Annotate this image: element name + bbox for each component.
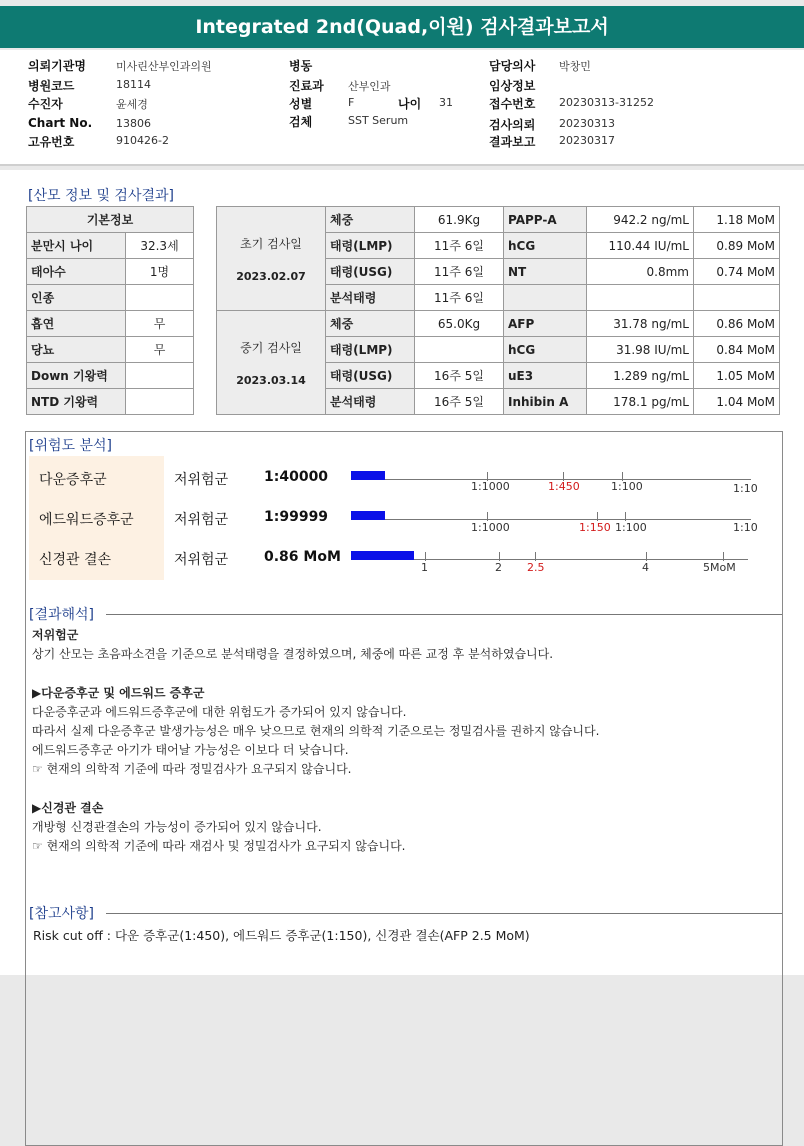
- interp-subtitle: 저위험군: [32, 628, 79, 642]
- risk-bar-edwards: [351, 511, 385, 520]
- request-value: 20230313: [559, 117, 615, 130]
- item-value: 16주 5일: [415, 389, 504, 415]
- patient-label: 수진자: [28, 97, 63, 111]
- marker-name: hCG: [504, 233, 587, 259]
- interp-line: ☞ 현재의 의학적 기준에 따라 정밀검사가 요구되지 않습니다.: [32, 762, 352, 776]
- interp-line: 다운증후군과 에드워드증후군에 대한 위험도가 증가되어 있지 않습니다.: [32, 705, 407, 719]
- institution-value: 미사린산부인과의원: [116, 60, 212, 73]
- tick-label: 1: [421, 561, 428, 574]
- divider: [106, 614, 782, 615]
- marker-value: 31.98 IU/mL: [587, 337, 694, 363]
- basic-key: NTD 기왕력: [27, 389, 126, 415]
- tick-label: 1:10: [733, 482, 758, 495]
- request-label: 검사의뢰: [489, 118, 536, 132]
- id-label: 고유번호: [28, 135, 75, 149]
- risk-group-edwards: 저위험군: [174, 512, 229, 528]
- scale-tick: [597, 512, 598, 521]
- tick-label-cutoff: 1:450: [548, 480, 580, 493]
- basic-info-title: 기본정보: [27, 207, 194, 233]
- item-key: 태령(LMP): [326, 233, 415, 259]
- item-key: 태령(LMP): [326, 337, 415, 363]
- marker-name: [504, 285, 587, 311]
- accession-value: 20230313-31252: [559, 96, 654, 109]
- report-body: [0, 170, 804, 975]
- scale-tick: [723, 552, 724, 561]
- table-row: [27, 259, 194, 285]
- basic-info-table: [26, 206, 194, 415]
- marker-mom: 1.18 MoM: [694, 207, 780, 233]
- item-key: 태령(USG): [326, 363, 415, 389]
- item-key: 체중: [326, 311, 415, 337]
- tick-label: 2: [495, 561, 502, 574]
- first-visit-date: 2023.02.07: [236, 269, 306, 283]
- risk-group-down: 저위험군: [174, 472, 229, 488]
- risk-value-edwards: 1:99999: [264, 509, 329, 525]
- chart-value: 13806: [116, 117, 151, 130]
- basic-value: 1명: [126, 259, 194, 285]
- tick-label: 1:10: [733, 521, 758, 534]
- table-row: [27, 311, 194, 337]
- risk-name-ntd: 신경관 결손: [39, 552, 112, 568]
- marker-value: 178.1 pg/mL: [587, 389, 694, 415]
- marker-name: NT: [504, 259, 587, 285]
- interp-heading-down-edwards: ▶다운증후군 및 에드워드 증후군: [32, 686, 205, 700]
- item-value: 65.0Kg: [415, 311, 504, 337]
- first-visit-cell: [217, 207, 326, 311]
- marker-mom: 0.84 MoM: [694, 337, 780, 363]
- patient-header: [0, 50, 804, 166]
- age-label: 나이: [398, 97, 422, 111]
- risk-bar-ntd: [351, 551, 414, 560]
- marker-mom: [694, 285, 780, 311]
- item-value: 61.9Kg: [415, 207, 504, 233]
- marker-name: Inhibin A: [504, 389, 587, 415]
- interp-line: 상기 산모는 초음파소견을 기준으로 분석태령을 결정하였으며, 체중에 따른 교정 후 분석하였습니다.: [32, 647, 554, 661]
- accession-label: 접수번호: [489, 97, 536, 111]
- ward-label: 병동: [289, 59, 313, 73]
- marker-value: 0.8mm: [587, 259, 694, 285]
- hospital-code-label: 병원코드: [28, 79, 75, 93]
- second-visit-label: 중기 검사일: [240, 340, 302, 355]
- chart-label: Chart No.: [28, 116, 93, 130]
- section-title-results: [산모 정보 및 검사결과]: [28, 188, 174, 204]
- basic-value: [126, 363, 194, 389]
- specimen-label: 검체: [289, 115, 313, 129]
- age-value: 31: [439, 96, 453, 109]
- tick-label: 1:100: [615, 521, 647, 534]
- scale-tick: [646, 552, 647, 561]
- marker-mom: 1.04 MoM: [694, 389, 780, 415]
- tick-label-cutoff: 2.5: [527, 561, 545, 574]
- scale-tick: [625, 512, 626, 521]
- second-visit-cell: [217, 311, 326, 415]
- marker-name: AFP: [504, 311, 587, 337]
- scale-tick: [487, 512, 488, 521]
- marker-mom: 0.74 MoM: [694, 259, 780, 285]
- basic-key: Down 기왕력: [27, 363, 126, 389]
- risk-name-edwards: 에드워드증후군: [39, 512, 134, 528]
- basic-value: 32.3세: [126, 233, 194, 259]
- table-row: [217, 207, 780, 233]
- dept-label: 진료과: [289, 79, 324, 93]
- basic-key: 태아수: [27, 259, 126, 285]
- marker-value: 942.2 ng/mL: [587, 207, 694, 233]
- basic-value: [126, 389, 194, 415]
- interp-heading-ntd: ▶신경관 결손: [32, 801, 104, 815]
- table-row: [27, 233, 194, 259]
- basic-value: [126, 285, 194, 311]
- scale-tick: [535, 552, 536, 561]
- report-title: Integrated 2nd(Quad,이원) 검사결과보고서: [0, 6, 804, 48]
- doctor-value: 박창민: [559, 60, 591, 73]
- tick-label: 1:1000: [471, 480, 510, 493]
- marker-value: 1.289 ng/mL: [587, 363, 694, 389]
- table-row: [27, 363, 194, 389]
- marker-mom: 0.89 MoM: [694, 233, 780, 259]
- hospital-code-value: 18114: [116, 78, 151, 91]
- marker-mom: 0.86 MoM: [694, 311, 780, 337]
- clinical-label: 임상정보: [489, 79, 536, 93]
- table-row: [27, 285, 194, 311]
- item-value: 11주 6일: [415, 259, 504, 285]
- basic-key: 인종: [27, 285, 126, 311]
- risk-analysis-box: [25, 431, 783, 1146]
- patient-value: 윤세경: [116, 98, 148, 111]
- risk-title: [위험도 분석]: [29, 438, 112, 454]
- tick-label: 1:1000: [471, 521, 510, 534]
- risk-scale-edwards: [351, 519, 751, 520]
- risk-value-down: 1:40000: [264, 469, 329, 485]
- test-result-table: [216, 206, 780, 415]
- item-key: 분석태령: [326, 389, 415, 415]
- basic-value: 무: [126, 337, 194, 363]
- marker-value: 31.78 ng/mL: [587, 311, 694, 337]
- marker-name: hCG: [504, 337, 587, 363]
- item-value: 11주 6일: [415, 233, 504, 259]
- interp-line: ☞ 현재의 의학적 기준에 따라 재검사 및 정밀검사가 요구되지 않습니다.: [32, 839, 406, 853]
- scale-tick: [499, 552, 500, 561]
- scale-tick: [425, 552, 426, 561]
- tick-label: 4: [642, 561, 649, 574]
- item-value: [415, 337, 504, 363]
- marker-name: PAPP-A: [504, 207, 587, 233]
- interp-title: [결과해석]: [29, 607, 95, 623]
- specimen-value: SST Serum: [348, 114, 409, 127]
- ref-text: Risk cut off : 다운 증후군(1:450), 에드워드 증후군(1:150), 신경관 결손(AFP 2.5 MoM): [33, 928, 530, 943]
- basic-key: 분만시 나이: [27, 233, 126, 259]
- divider: [106, 913, 782, 914]
- basic-key: 흡연: [27, 311, 126, 337]
- risk-value-ntd: 0.86 MoM: [264, 549, 341, 565]
- item-key: 분석태령: [326, 285, 415, 311]
- id-value: 910426-2: [116, 134, 169, 147]
- first-visit-label: 초기 검사일: [240, 236, 302, 251]
- item-key: 태령(USG): [326, 259, 415, 285]
- interp-line: 에드워드증후군 아기가 태어날 가능성은 이보다 더 낮습니다.: [32, 743, 349, 757]
- risk-group-ntd: 저위험군: [174, 552, 229, 568]
- table-row: [27, 389, 194, 415]
- second-visit-date: 2023.03.14: [236, 373, 306, 387]
- tick-label-cutoff: 1:150: [579, 521, 611, 534]
- risk-name-down: 다운증후군: [39, 472, 107, 488]
- tick-label: 1:100: [611, 480, 643, 493]
- marker-name: uE3: [504, 363, 587, 389]
- item-key: 체중: [326, 207, 415, 233]
- marker-mom: 1.05 MoM: [694, 363, 780, 389]
- dept-value: 산부인과: [348, 80, 391, 93]
- interp-line: 따라서 실제 다운증후군 발생가능성은 매우 낮으므로 현재의 의학적 기준으로는 정밀검사를 권하지 않습니다.: [32, 724, 600, 738]
- report-value: 20230317: [559, 134, 615, 147]
- doctor-label: 담당의사: [489, 59, 536, 73]
- risk-bar-down: [351, 471, 385, 480]
- basic-key: 당뇨: [27, 337, 126, 363]
- interp-line: 개방형 신경관결손의 가능성이 증가되어 있지 않습니다.: [32, 820, 322, 834]
- institution-label: 의뢰기관명: [28, 59, 86, 73]
- ref-title: [참고사항]: [29, 906, 95, 922]
- item-value: 16주 5일: [415, 363, 504, 389]
- basic-value: 무: [126, 311, 194, 337]
- marker-value: 110.44 IU/mL: [587, 233, 694, 259]
- marker-value: [587, 285, 694, 311]
- tick-label: 5MoM: [703, 561, 736, 574]
- report-label: 결과보고: [489, 135, 536, 149]
- item-value: 11주 6일: [415, 285, 504, 311]
- sex-value: F: [348, 96, 355, 109]
- table-row: [217, 311, 780, 337]
- sex-label: 성별: [289, 97, 313, 111]
- table-row: [27, 337, 194, 363]
